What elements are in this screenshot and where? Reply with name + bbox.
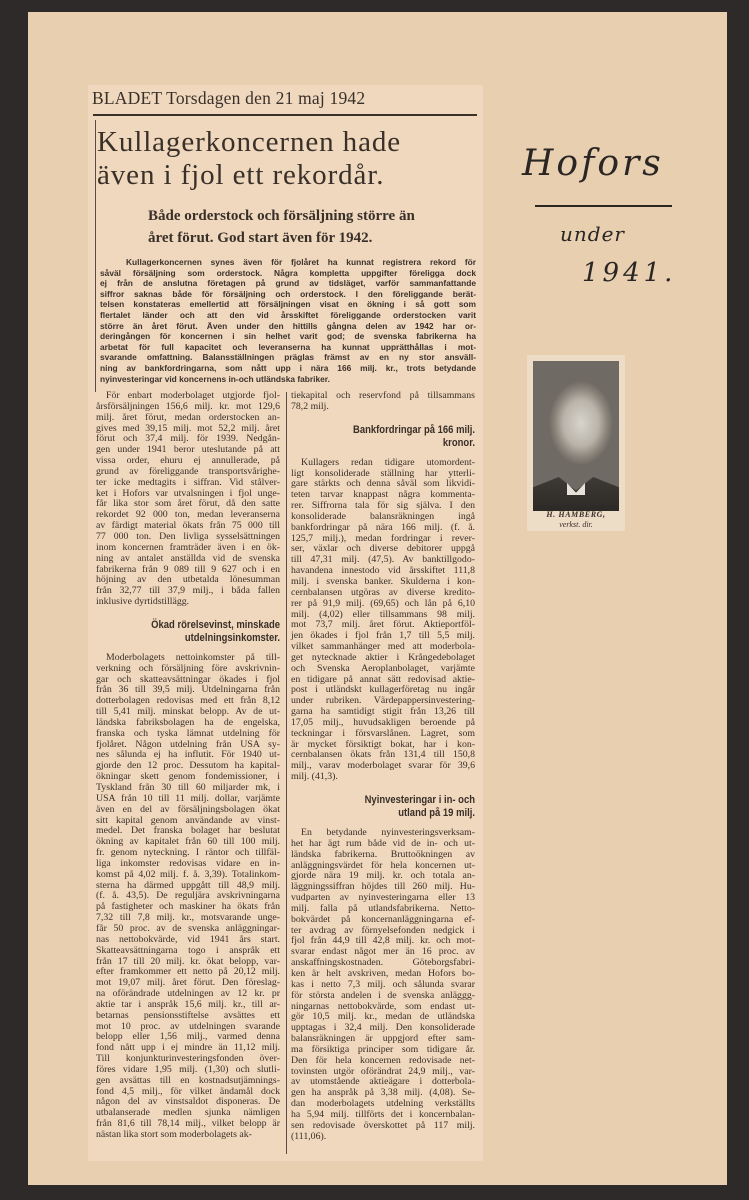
lead-paragraph bbox=[100, 257, 476, 384]
text-line: garna ha samtidigt stigit från 13,26 till bbox=[291, 706, 475, 718]
text-line: till 5,41 milj. minskat belopp. Av de ut- bbox=[96, 706, 280, 718]
text-line: nas nettobokvärde, vid 1941 års start. bbox=[96, 933, 280, 945]
section-heading-line: Bankfordringar på 166 milj. bbox=[353, 423, 475, 436]
text-line: ha 5,94 milj. tillförts det i koncernbalan- bbox=[291, 1108, 475, 1120]
text-line: milj., varav moderbolaget svarar för 39,6 bbox=[291, 760, 475, 772]
text-line: USA från 10 till 11 milj. dollar, varjämte bbox=[96, 792, 280, 804]
subheadline bbox=[148, 205, 415, 249]
subheadline-line: året förut. God start även för 1942. bbox=[148, 230, 373, 246]
article-column-left bbox=[96, 391, 280, 1141]
text-line: konsoliderade balansräkningen ingå bbox=[291, 510, 475, 522]
section-heading-line: Nyinvesteringar i in- och bbox=[364, 794, 475, 806]
text-line: post i utländskt kullagerföretag nu ingår bbox=[291, 684, 475, 696]
paragraph bbox=[291, 458, 475, 783]
text-line: fabrikerna från 9 089 till 9 627 och i en bbox=[96, 563, 280, 575]
text-line: (f. å. 43,5). De reguljära avskrivningarna bbox=[96, 890, 280, 902]
text-line: ökning av kapitalet från 60 till 100 milj. bbox=[96, 836, 280, 848]
portrait-caption bbox=[528, 510, 624, 530]
handwritten-note-line: Hofors bbox=[522, 143, 664, 184]
text-line: 7,32 till 7,8 milj. kr., motsvarande unge- bbox=[96, 912, 280, 924]
headline-line: Kullagerkoncernen hade bbox=[97, 126, 402, 158]
text-line: någon del av vinstsaldot disponeras. De bbox=[96, 1096, 280, 1108]
text-line: årsförsäljningen 156,6 milj. kr. mot 129,6 bbox=[96, 400, 280, 412]
text-line: milj. (4,02) eller tillsammans 98 milj. bbox=[291, 608, 475, 620]
caption-name: H. HAMBERG, bbox=[546, 510, 606, 519]
text-line: ej från de anslutna företagen på grund av tidsläget, varför sammanfattande bbox=[100, 278, 476, 289]
text-line: en tidigare på annat sätt redovisad aktie- bbox=[291, 673, 475, 685]
text-line: betarnas pensionsstiftelse avsättes ett bbox=[96, 1009, 280, 1021]
text-line: föres vidare 1,95 milj. (1,30) och slutli- bbox=[96, 1063, 280, 1075]
text-line: såväl försäljning som orderstock. Några kompletta uppgifter föreligga dock bbox=[100, 267, 476, 278]
text-line: ser, växlar och diverse debitorer uppgå bbox=[291, 543, 475, 555]
text-line: (111,06). bbox=[291, 1130, 327, 1142]
text-line: mot 19,07 milj. året förut. Den föreslag- bbox=[96, 977, 280, 989]
text-line: liga inkomster redovisas vidare en in- bbox=[96, 857, 280, 869]
column-rule bbox=[286, 392, 287, 1154]
text-line: nyinvesteringar vid koncernens in-och utländska fabriker. bbox=[100, 373, 330, 384]
text-line: dan moderbolagets utdelning verkställts bbox=[291, 1098, 475, 1110]
text-line: gar och skatteavsättningar ökades i fjol bbox=[96, 673, 280, 685]
text-line: ländska fabrikerna. Bruttoökningen av bbox=[291, 848, 475, 860]
text-line: från 17 till 20 milj. kr. ökat belopp, var- bbox=[96, 955, 280, 967]
text-line: på fastigheter och maskiner ha ökats från bbox=[96, 901, 280, 913]
text-line: vilket sammanhänger med att moderbola- bbox=[291, 641, 475, 653]
headline bbox=[97, 126, 401, 192]
text-line: inom koncernen framträder även i en ök- bbox=[96, 541, 280, 553]
text-line: sitt kapital genom användande av vinst- bbox=[96, 814, 280, 826]
text-line: av färdigt material ökats från 75 000 till bbox=[96, 520, 280, 532]
text-line: En betydande nyinvesteringsverksam- bbox=[301, 827, 475, 838]
text-line: För enbart moderbolaget utgjorde fjol- bbox=[106, 390, 280, 401]
text-line: är mycket försiktigt bokat, har i kon- bbox=[291, 738, 475, 750]
headline-line: även i fjol ett rekordår. bbox=[97, 159, 385, 191]
text-line: ningarnas nettobokvärde, som endast ut- bbox=[291, 1000, 475, 1012]
text-line: aktie tar i anspråk 15,6 milj. kr., till ar- bbox=[96, 998, 280, 1010]
text-line: läggningssiffran höjdes till 260 milj. Hu- bbox=[291, 881, 475, 893]
text-line: telsen konstateras emellertid att försäljningen visat en ökning i så gott som bbox=[100, 299, 476, 310]
text-line: sen redovisade överskottet på 117 milj. bbox=[291, 1119, 475, 1131]
text-line: tiekapital och reservfond på tillsammans bbox=[291, 390, 475, 401]
text-line: flertalet länder och att den vid årsskiftet föreliggande orderstocken varit bbox=[100, 309, 476, 320]
portrait-photo bbox=[533, 361, 619, 511]
text-line: siffror saknas både för försäljning och orderstock. I den föreliggande berät- bbox=[100, 288, 476, 299]
text-line: medel. Det franska bolaget har beslutat bbox=[96, 825, 280, 837]
text-line: 77 000 ton. Den livliga sysselsättningen bbox=[96, 530, 280, 542]
text-line: teckningar i försvarslånen. Lagret, som bbox=[291, 727, 475, 739]
text-line: rer på 91,9 milj. (69,65) och lån på 6,10 bbox=[291, 597, 475, 609]
text-line: större än året förut. Även under den hittills gångna delen av 1942 har or- bbox=[100, 320, 476, 331]
text-line: från 32,77 till 37,9 milj., i båda fallen bbox=[96, 585, 280, 597]
text-line: milj. året förut, medan orderstocken an- bbox=[96, 411, 280, 423]
text-line: franska och tyska lämnat utdelning för bbox=[96, 727, 280, 739]
text-line: ket i Hofors var utvalsningen i fjol unge- bbox=[96, 487, 280, 499]
handwritten-note-line: under bbox=[560, 222, 625, 246]
section-heading-line: Ökad rörelsevinst, minskade bbox=[151, 618, 280, 631]
text-line: även en del av försäljningsbolagen ökat bbox=[96, 803, 280, 815]
text-line: bankfordringar på nära 166 milj. (f. å. bbox=[291, 521, 475, 533]
text-line: ken är helt avskriven, medan Hofors bo- bbox=[291, 967, 475, 979]
text-line: tovinsten utgör oförändrat 24,9 milj., var- bbox=[291, 1065, 475, 1077]
text-line: milj. falla på utlandsfabrikerna. Netto- bbox=[291, 902, 475, 914]
text-line: get nytecknade aktier i Krångedebolaget bbox=[291, 651, 475, 663]
text-line: ländska fabriksbolagen ha de engelska, bbox=[96, 716, 280, 728]
text-line: kas i netto 7,3 milj. och sålunda svarar bbox=[291, 978, 475, 990]
text-line: inklusive dyrtidstillägg. bbox=[96, 596, 190, 608]
text-line: gen under 1941 beror uteslutande på att bbox=[96, 444, 280, 456]
section-heading bbox=[317, 794, 475, 820]
text-line: ma försiktiga principer som tidigare år. bbox=[291, 1043, 475, 1055]
text-line: ter icke medtagits i siffran. Vid stålver- bbox=[96, 476, 280, 488]
section-heading-line: kronor. bbox=[442, 436, 475, 449]
text-line: nästan lika stort som moderbolagets ak- bbox=[96, 1129, 252, 1140]
text-line: cernbalansen ökats från 131,4 till 150,8 bbox=[291, 749, 475, 761]
text-line: vissa order, ehuru ej annullerade, på bbox=[96, 455, 280, 467]
text-line: av utomstående aktieägare i dotterbola- bbox=[291, 1076, 475, 1088]
text-line: från 36 till 39,5 milj. Utdelningarna från bbox=[96, 684, 280, 696]
text-line: bokvärdet på koncernanläggningarna ef- bbox=[291, 913, 475, 925]
text-line: rer. Siffrorna tala för sig själva. I den bbox=[291, 500, 475, 512]
text-line: balansräkningen är uppgjord efter sam- bbox=[291, 1033, 475, 1045]
text-line: får 50 proc. av de svenska anläggningar- bbox=[96, 922, 280, 934]
text-line: het har ägt rum både vid de in- och ut- bbox=[291, 837, 475, 849]
text-line: anläggningsvärdet för hela koncernen ut- bbox=[291, 859, 475, 871]
text-line: 17,05 milj., huvudsakligen beroende på bbox=[291, 716, 475, 728]
text-line: Skatteavsättningarna togo i anspråk ett bbox=[96, 944, 280, 956]
text-line: fjolåret. Någon utdelning från USA sy- bbox=[96, 738, 280, 750]
text-line: vudparten av nyinvesteringarna eller 13 bbox=[291, 892, 475, 904]
text-line: höjning av den utbetalda lönesumman bbox=[96, 574, 280, 586]
text-line: Kullagers redan tidigare utomordent- bbox=[301, 456, 475, 468]
text-line: Till konjunkturinvesteringsfonden över- bbox=[96, 1053, 280, 1065]
text-line: Kullagerkoncernen synes även för fjolåret ha kunnat registrera rekord för bbox=[126, 257, 476, 267]
text-line: fjol från 44,9 till 42,8 milj. kr. och mot- bbox=[291, 935, 475, 947]
paragraph bbox=[96, 653, 280, 1141]
section-heading-line: utland på 19 milj. bbox=[398, 807, 475, 819]
text-line: sterna ha därmed uppgått till 48,9 milj. bbox=[96, 879, 280, 891]
text-line: havandena innestodo vid årsskiftet 111,8 bbox=[291, 565, 475, 577]
text-line: till 47,31 milj. (47,5). Av banktillgodo- bbox=[291, 554, 475, 566]
text-line: deringången för koncernen i sin helhet varit god; de svenska fabrikerna ha bbox=[100, 331, 476, 342]
text-line: förut och 37,4 milj. för 1939. Nedgån- bbox=[96, 433, 280, 445]
text-line: rekordet 92 000 ton, medan leveranserna bbox=[96, 509, 280, 521]
text-line: ning av antalet anställda vid de svenska bbox=[96, 552, 280, 564]
text-line: efter framkommer ett netto på 20,12 milj. bbox=[96, 966, 280, 978]
column-rule bbox=[95, 120, 96, 392]
text-line: komst på 4,02 milj. f. å. 3,39). Totalinkom- bbox=[96, 868, 280, 880]
handwritten-note-line: 1941. bbox=[582, 258, 677, 288]
text-line: upptagas i 32,4 milj. Den konsoliderade bbox=[291, 1022, 475, 1034]
text-line: för största andelen i de svenska anläggg- bbox=[291, 989, 475, 1001]
text-line: svarande omfattning. Balansställningen präglas främst av en ny stor ansväll- bbox=[100, 352, 476, 363]
text-line: 78,2 milj. bbox=[291, 400, 329, 412]
text-line: Tyskland från 30 till 60 miljarder mk, i bbox=[96, 782, 280, 793]
paragraph bbox=[291, 391, 475, 413]
handwritten-underline bbox=[535, 205, 672, 207]
text-line: gare stärkts och denna såväl som likvidi- bbox=[291, 478, 475, 490]
text-line: mot 10 proc. av utdelningen svarande bbox=[96, 1020, 280, 1032]
text-line: belopp eller 1,56 milj., varmed denna bbox=[96, 1031, 280, 1043]
text-line: cernbalansen utgöras av diverse kredito- bbox=[291, 586, 475, 598]
text-line: ning av bankfordringarna, som nått upp i nära 166 milj. kr., trots betydande bbox=[100, 362, 476, 373]
text-line: under rubriken. Värdepappersinvestering- bbox=[291, 695, 475, 707]
text-line: gives med 39,15 milj. mot 52,2 milj. året bbox=[96, 422, 280, 434]
text-line: ter avdrag av förnyelsefonden nedgick i bbox=[291, 924, 475, 936]
text-line: ökningar skett genom fondemissioner, i bbox=[96, 771, 280, 783]
masthead: BLADET Torsdagen den 21 maj 1942 bbox=[92, 88, 366, 108]
text-line: milj. i svenska banker. Skulderna i kon- bbox=[291, 575, 475, 587]
masthead-rule bbox=[93, 114, 477, 116]
text-line: na oförändrade utdelningen av 12 kr. pr bbox=[96, 988, 280, 1000]
text-line: Moderbolagets nettoinkomster på till- bbox=[106, 651, 280, 663]
text-line: från 81,6 till 78,14 milj., vilket belopp är bbox=[96, 1118, 280, 1130]
text-line: 125,7 milj.), medan fordringar i rever- bbox=[291, 532, 475, 544]
text-line: ligt konsoliderade ställning har ytterli- bbox=[291, 467, 475, 479]
paragraph bbox=[291, 828, 475, 1142]
text-line: jen ökades i fjol från 1,7 till 5,5 milj. bbox=[291, 630, 475, 642]
section-heading bbox=[317, 424, 475, 450]
text-line: gjorde nära 19 milj. kr. och totala an- bbox=[291, 870, 475, 882]
text-line: arbetat för full kapacitet och leveranserna ha kunnat upprätthållas i mot- bbox=[100, 341, 476, 352]
section-heading bbox=[122, 619, 280, 645]
text-line: fond nått upp i ej mindre än 11,12 milj. bbox=[96, 1042, 280, 1054]
text-line: Den för hela koncernen redovisade net- bbox=[291, 1054, 475, 1066]
text-line: verkning och försäljning före avskrivnin- bbox=[96, 662, 280, 674]
section-heading-line: utdelningsinkomster. bbox=[184, 631, 280, 644]
text-line: gör 10,5 milj. kr., medan de utländska bbox=[291, 1011, 475, 1023]
text-line: dotterbolagen redovisas med ett från 8,12 bbox=[96, 695, 280, 707]
text-line: anskaffningskostnaden. Göteborgsfabri- bbox=[291, 957, 475, 969]
text-line: fond 4,5 milj., för vilket ändamål dock bbox=[96, 1085, 280, 1097]
text-line: mot 73,7 milj. året förut. Aktieportföl- bbox=[291, 619, 475, 631]
text-line: milj. (41,3). bbox=[291, 771, 338, 783]
text-line: och Svenska Aeroplanbolaget, varjämte bbox=[291, 662, 475, 674]
text-line: svarar endast något mer än 16 proc. av bbox=[291, 946, 475, 958]
paragraph bbox=[96, 391, 280, 608]
subheadline-line: Både orderstock och försäljning större än bbox=[148, 208, 415, 224]
text-line: nes sålunda ej ha influtit. För 1940 ut- bbox=[96, 749, 280, 761]
article-column-right bbox=[291, 391, 475, 1142]
text-line: får lika stor som året förut, då den satte bbox=[96, 498, 280, 510]
text-line: teten tarvar knappast några kommenta- bbox=[291, 489, 475, 501]
text-line: grund av föreliggande transportsvårighe- bbox=[96, 465, 280, 477]
text-line: fr. genom nyteckning. I räntor och tillfäl- bbox=[96, 847, 280, 859]
text-line: gen ha anspråk på 3,38 milj. (4,08). Se- bbox=[291, 1087, 475, 1099]
caption-title: verkst. dir. bbox=[559, 520, 593, 529]
text-line: utbalanserade medlen sjunka nämligen bbox=[96, 1107, 280, 1119]
text-line: gjorde den 12 proc. Dessutom ha kapital- bbox=[96, 760, 280, 772]
text-line: gen avsättas till en kostnadsutjämnings- bbox=[96, 1074, 280, 1086]
